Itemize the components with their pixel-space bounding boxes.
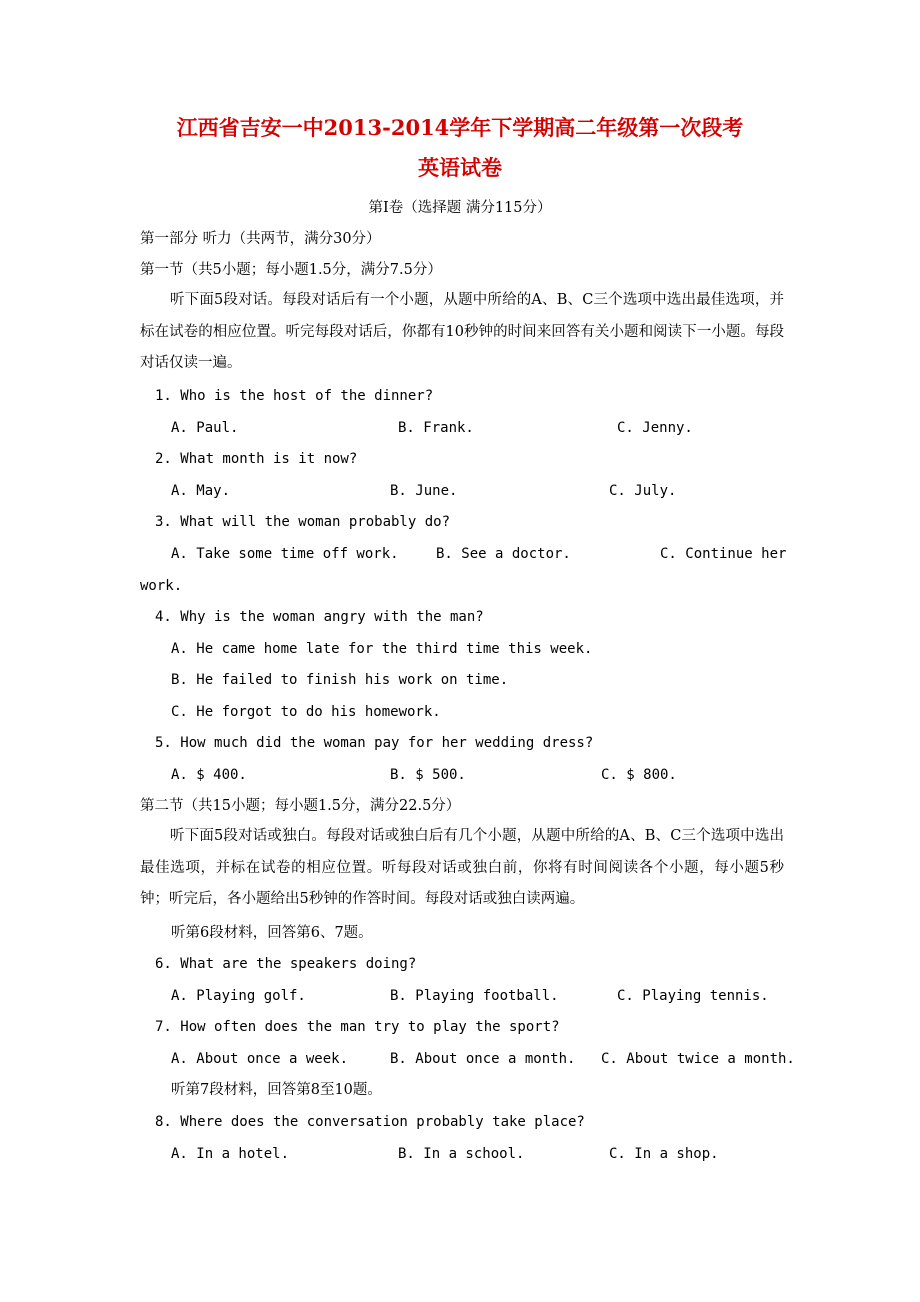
question-7: 7. How often does the man try to play the sport?	[155, 1019, 560, 1035]
q2-option-b: B. June.	[390, 483, 458, 499]
q5-option-b: B. $ 500.	[390, 767, 466, 783]
q4-option-c: C. He forgot to do his homework.	[171, 704, 441, 720]
exam-subject: 英语试卷	[418, 155, 502, 180]
question-4: 4. Why is the woman angry with the man?	[155, 609, 484, 625]
q8-option-b: B. In a school.	[398, 1146, 525, 1162]
q3-option-c-continued: work.	[140, 578, 183, 594]
section1-heading: 第一节（共5小题；每小题1.5分，满分7.5分）	[140, 262, 442, 278]
question-1: 1. Who is the host of the dinner?	[155, 388, 434, 404]
q8-option-c: C. In a shop.	[609, 1146, 719, 1162]
q6-option-c: C. Playing tennis.	[617, 988, 769, 1004]
q1-option-c: C. Jenny.	[617, 420, 693, 436]
q3-option-a: A. Take some time off work.	[171, 546, 399, 562]
volume-title: 第I卷（选择题 满分115分）	[368, 200, 552, 216]
question-8: 8. Where does the conversation probably take place?	[155, 1114, 585, 1130]
q4-option-a: A. He came home late for the third time this week.	[171, 641, 593, 657]
q3-option-b: B. See a doctor.	[436, 546, 571, 562]
q6-option-a: A. Playing golf.	[171, 988, 306, 1004]
section2-instructions: 听下面5段对话或独白。每段对话或独白后有几个小题，从题中所给的A、B、C三个选项中选出最佳选项，并标在试卷的相应位置。听每段对话或独白前，你将有时间阅读各个小题，每小题5秒钟；听完后，各小题给出5秒钟的作答时间。每段对话或独白读两遍。	[140, 828, 784, 907]
section1-instructions: 听下面5段对话。每段对话后有一个小题，从题中所给的A、B、C三个选项中选出最佳选项，并标在试卷的相应位置。听完每段对话后，你都有10秒钟的时间来回答有关小题和阅读下一小题。每段对话仅读一遍。	[140, 292, 784, 371]
q6-option-b: B. Playing football.	[390, 988, 559, 1004]
material-7-note: 听第7段材料，回答第8至10题。	[171, 1082, 382, 1098]
part1-heading: 第一部分 听力（共两节，满分30分）	[140, 231, 381, 247]
q7-option-c: C. About twice a month.	[601, 1051, 795, 1067]
question-5: 5. How much did the woman pay for her wedding dress?	[155, 735, 594, 751]
q7-option-b: B. About once a month.	[390, 1051, 576, 1067]
question-2: 2. What month is it now?	[155, 451, 358, 467]
q2-option-a: A. May.	[171, 483, 231, 499]
q1-option-b: B. Frank.	[398, 420, 474, 436]
q1-option-a: A. Paul.	[171, 420, 239, 436]
material-6-note: 听第6段材料，回答第6、7题。	[171, 925, 373, 941]
q2-option-c: C. July.	[609, 483, 677, 499]
q3-option-c: C. Continue her	[660, 546, 787, 562]
question-6: 6. What are the speakers doing?	[155, 956, 417, 972]
q5-option-c: C. $ 800.	[601, 767, 677, 783]
question-3: 3. What will the woman probably do?	[155, 514, 451, 530]
section2-heading: 第二节（共15小题；每小题1.5分，满分22.5分）	[140, 798, 461, 814]
q8-option-a: A. In a hotel.	[171, 1146, 290, 1162]
q4-option-b: B. He failed to finish his work on time.	[171, 672, 509, 688]
q7-option-a: A. About once a week.	[171, 1051, 349, 1067]
q5-option-a: A. $ 400.	[171, 767, 247, 783]
exam-title: 江西省吉安一中2013-2014学年下学期高二年级第一次段考	[176, 115, 744, 140]
